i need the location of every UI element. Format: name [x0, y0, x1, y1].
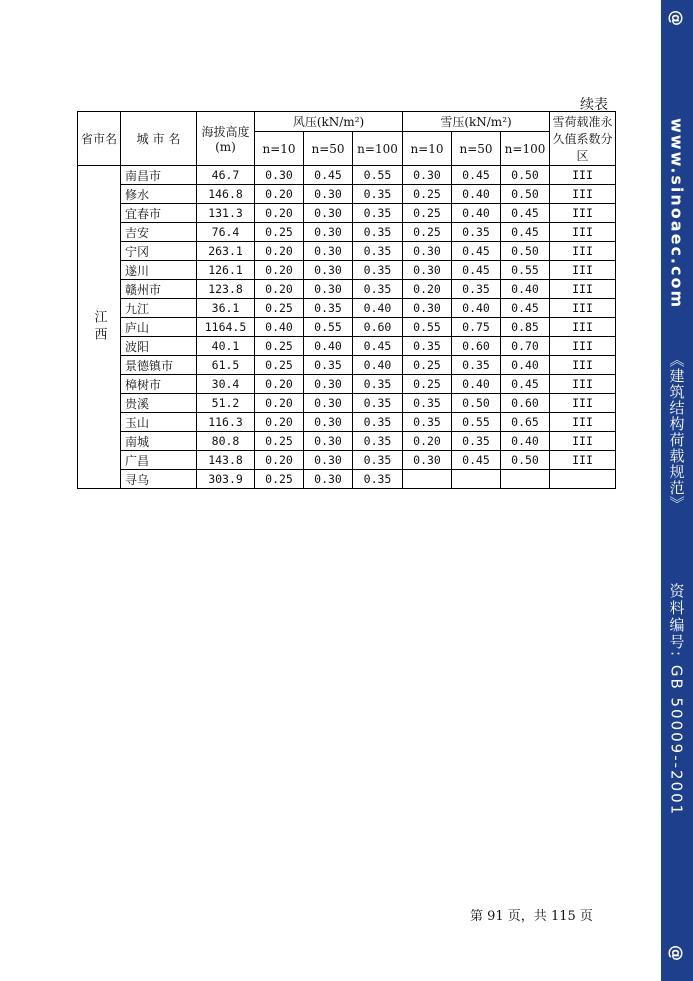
value-cell: 0.35	[452, 223, 501, 242]
value-cell: 0.60	[452, 337, 501, 356]
value-cell: 0.40	[501, 432, 550, 451]
value-cell: 146.8	[197, 185, 255, 204]
value-cell: 0.40	[452, 299, 501, 318]
value-cell: 0.30	[304, 185, 353, 204]
header-wind-n50: n=50	[304, 132, 353, 166]
value-cell: 0.45	[304, 166, 353, 185]
value-cell: 0.20	[255, 451, 304, 470]
value-cell: 0.25	[255, 223, 304, 242]
value-cell: III	[550, 223, 616, 242]
value-cell: 0.45	[501, 299, 550, 318]
continued-label: 续表	[580, 97, 608, 113]
value-cell: 0.35	[353, 375, 403, 394]
province-cell: 江西	[78, 166, 121, 489]
city-cell: 玉山	[121, 413, 197, 432]
city-cell: 波阳	[121, 337, 197, 356]
value-cell: 0.55	[452, 413, 501, 432]
table-row	[78, 375, 616, 394]
value-cell: 0.30	[304, 451, 353, 470]
city-cell: 宁冈	[121, 242, 197, 261]
value-cell: 0.55	[501, 261, 550, 280]
value-cell: 0.20	[255, 413, 304, 432]
value-cell: III	[550, 261, 616, 280]
city-cell: 景德镇市	[121, 356, 197, 375]
value-cell: 1164.5	[197, 318, 255, 337]
value-cell: 0.35	[403, 394, 452, 413]
value-cell: 0.35	[353, 223, 403, 242]
header-wind-n100: n=100	[353, 132, 403, 166]
value-cell: 0.50	[501, 166, 550, 185]
value-cell: 40.1	[197, 337, 255, 356]
value-cell: 0.30	[304, 280, 353, 299]
value-cell: 0.55	[304, 318, 353, 337]
value-cell: 0.75	[452, 318, 501, 337]
value-cell: 126.1	[197, 261, 255, 280]
header-snow-n100: n=100	[501, 132, 550, 166]
value-cell: 0.30	[304, 375, 353, 394]
value-cell: 0.45	[452, 261, 501, 280]
value-cell: 0.45	[501, 223, 550, 242]
value-cell: 0.25	[403, 185, 452, 204]
value-cell: 0.20	[255, 394, 304, 413]
value-cell: 0.85	[501, 318, 550, 337]
value-cell: 0.35	[304, 299, 353, 318]
value-cell: 0.30	[403, 261, 452, 280]
value-cell: 0.25	[255, 470, 304, 489]
value-cell: 0.30	[304, 432, 353, 451]
value-cell: 0.65	[501, 413, 550, 432]
value-cell: 0.30	[403, 451, 452, 470]
value-cell: III	[550, 413, 616, 432]
value-cell: 0.25	[255, 337, 304, 356]
value-cell	[501, 470, 550, 489]
value-cell: 0.50	[501, 185, 550, 204]
side-doc-code: 资料编号: GB 50009--2001	[667, 583, 686, 817]
value-cell: 0.25	[403, 356, 452, 375]
value-cell: 0.30	[403, 242, 452, 261]
city-cell: 九江	[121, 299, 197, 318]
table-row	[78, 185, 616, 204]
header-city: 城 市 名	[121, 112, 197, 166]
city-cell: 宜春市	[121, 204, 197, 223]
city-cell: 贵溪	[121, 394, 197, 413]
value-cell: III	[550, 394, 616, 413]
value-cell: 0.55	[353, 166, 403, 185]
city-cell: 庐山	[121, 318, 197, 337]
table-row	[78, 242, 616, 261]
load-table	[77, 111, 616, 489]
value-cell: 0.35	[452, 356, 501, 375]
value-cell: 0.50	[501, 451, 550, 470]
value-cell: 0.40	[501, 356, 550, 375]
table-row	[78, 413, 616, 432]
table-row	[78, 470, 616, 489]
value-cell: 0.50	[501, 242, 550, 261]
value-cell: 0.35	[353, 280, 403, 299]
value-cell: 0.55	[403, 318, 452, 337]
value-cell: III	[550, 451, 616, 470]
value-cell: 30.4	[197, 375, 255, 394]
city-cell: 吉安	[121, 223, 197, 242]
table-row	[78, 451, 616, 470]
table-row	[78, 356, 616, 375]
header-province: 省市名	[78, 112, 121, 166]
value-cell: 0.30	[304, 470, 353, 489]
value-cell: 0.30	[304, 242, 353, 261]
table-row	[78, 166, 616, 185]
value-cell: 0.35	[353, 470, 403, 489]
value-cell: III	[550, 337, 616, 356]
value-cell: 76.4	[197, 223, 255, 242]
value-cell: 0.30	[304, 394, 353, 413]
value-cell: 0.40	[501, 280, 550, 299]
value-cell: 0.40	[255, 318, 304, 337]
value-cell	[452, 470, 501, 489]
value-cell: 51.2	[197, 394, 255, 413]
value-cell: 0.35	[304, 356, 353, 375]
value-cell: 0.50	[452, 394, 501, 413]
value-cell: 0.40	[452, 375, 501, 394]
value-cell: 116.3	[197, 413, 255, 432]
value-cell: 0.40	[353, 356, 403, 375]
value-cell: III	[550, 375, 616, 394]
page-footer: 第 91 页，共 115 页	[470, 909, 593, 924]
value-cell: III	[550, 204, 616, 223]
value-cell: 0.40	[304, 337, 353, 356]
table-row	[78, 280, 616, 299]
value-cell: III	[550, 432, 616, 451]
value-cell: 0.20	[403, 280, 452, 299]
value-cell: 263.1	[197, 242, 255, 261]
value-cell: III	[550, 166, 616, 185]
value-cell: 0.45	[501, 375, 550, 394]
value-cell: 0.45	[501, 204, 550, 223]
table-row	[78, 204, 616, 223]
value-cell: 0.40	[452, 204, 501, 223]
table-row	[78, 261, 616, 280]
city-cell: 修水	[121, 185, 197, 204]
value-cell: 0.35	[353, 204, 403, 223]
value-cell: 0.35	[403, 413, 452, 432]
value-cell: 0.45	[353, 337, 403, 356]
value-cell: 0.35	[403, 337, 452, 356]
value-cell: 0.35	[353, 242, 403, 261]
value-cell: 0.35	[353, 261, 403, 280]
value-cell: 46.7	[197, 166, 255, 185]
header-snow: 雪压(kN/m²)	[403, 112, 550, 132]
city-cell: 南城	[121, 432, 197, 451]
value-cell: 303.9	[197, 470, 255, 489]
value-cell: 0.30	[255, 166, 304, 185]
value-cell: 123.8	[197, 280, 255, 299]
header-wind: 风压(kN/m²)	[255, 112, 403, 132]
value-cell: 0.30	[304, 223, 353, 242]
value-cell: 131.3	[197, 204, 255, 223]
value-cell: 0.20	[255, 242, 304, 261]
header-zone: 雪荷载准永久值系数分区	[550, 112, 616, 166]
value-cell: 0.60	[501, 394, 550, 413]
value-cell: III	[550, 318, 616, 337]
value-cell: 0.35	[353, 185, 403, 204]
city-cell: 遂川	[121, 261, 197, 280]
value-cell: 0.30	[403, 166, 452, 185]
side-at-bottom: @	[667, 945, 687, 962]
value-cell: 0.45	[452, 451, 501, 470]
table-row	[78, 337, 616, 356]
header-snow-n10: n=10	[403, 132, 452, 166]
value-cell: 0.60	[353, 318, 403, 337]
city-cell: 樟树市	[121, 375, 197, 394]
side-book-title: 《建筑结构荷载规范》	[667, 352, 686, 512]
city-cell: 广昌	[121, 451, 197, 470]
table-row	[78, 318, 616, 337]
value-cell: 0.25	[255, 432, 304, 451]
value-cell: 0.35	[353, 451, 403, 470]
value-cell: III	[550, 356, 616, 375]
value-cell: 143.8	[197, 451, 255, 470]
value-cell: 36.1	[197, 299, 255, 318]
value-cell: 0.30	[304, 204, 353, 223]
value-cell: 61.5	[197, 356, 255, 375]
value-cell: 0.40	[452, 185, 501, 204]
table-row	[78, 432, 616, 451]
header-snow-n50: n=50	[452, 132, 501, 166]
value-cell: III	[550, 280, 616, 299]
value-cell: 0.20	[255, 261, 304, 280]
value-cell: 0.25	[255, 299, 304, 318]
value-cell: 0.35	[452, 280, 501, 299]
value-cell: 0.20	[255, 204, 304, 223]
city-cell: 赣州市	[121, 280, 197, 299]
value-cell: 0.35	[353, 394, 403, 413]
value-cell: 0.70	[501, 337, 550, 356]
header-wind-n10: n=10	[255, 132, 304, 166]
header-altitude: 海拔高度(m)	[197, 112, 255, 166]
value-cell: 0.25	[403, 223, 452, 242]
value-cell: 0.20	[255, 280, 304, 299]
value-cell: 0.45	[452, 242, 501, 261]
value-cell: 0.30	[304, 413, 353, 432]
value-cell: 0.20	[403, 432, 452, 451]
value-cell: III	[550, 242, 616, 261]
value-cell: 0.20	[255, 375, 304, 394]
city-cell: 南昌市	[121, 166, 197, 185]
value-cell	[550, 470, 616, 489]
value-cell: 0.45	[452, 166, 501, 185]
value-cell: 0.25	[255, 356, 304, 375]
value-cell: 0.30	[304, 261, 353, 280]
value-cell	[403, 470, 452, 489]
value-cell: 0.20	[255, 185, 304, 204]
value-cell: III	[550, 299, 616, 318]
value-cell: 0.35	[353, 413, 403, 432]
side-url: www.sinoaec.com	[667, 118, 687, 310]
value-cell: 0.25	[403, 204, 452, 223]
value-cell: III	[550, 185, 616, 204]
value-cell: 0.35	[452, 432, 501, 451]
table-row	[78, 394, 616, 413]
value-cell: 80.8	[197, 432, 255, 451]
value-cell: 0.25	[403, 375, 452, 394]
side-at-top: @	[667, 10, 687, 27]
value-cell: 0.30	[403, 299, 452, 318]
value-cell: 0.40	[353, 299, 403, 318]
table-row	[78, 299, 616, 318]
city-cell: 寻乌	[121, 470, 197, 489]
table-row	[78, 223, 616, 242]
value-cell: 0.35	[353, 432, 403, 451]
